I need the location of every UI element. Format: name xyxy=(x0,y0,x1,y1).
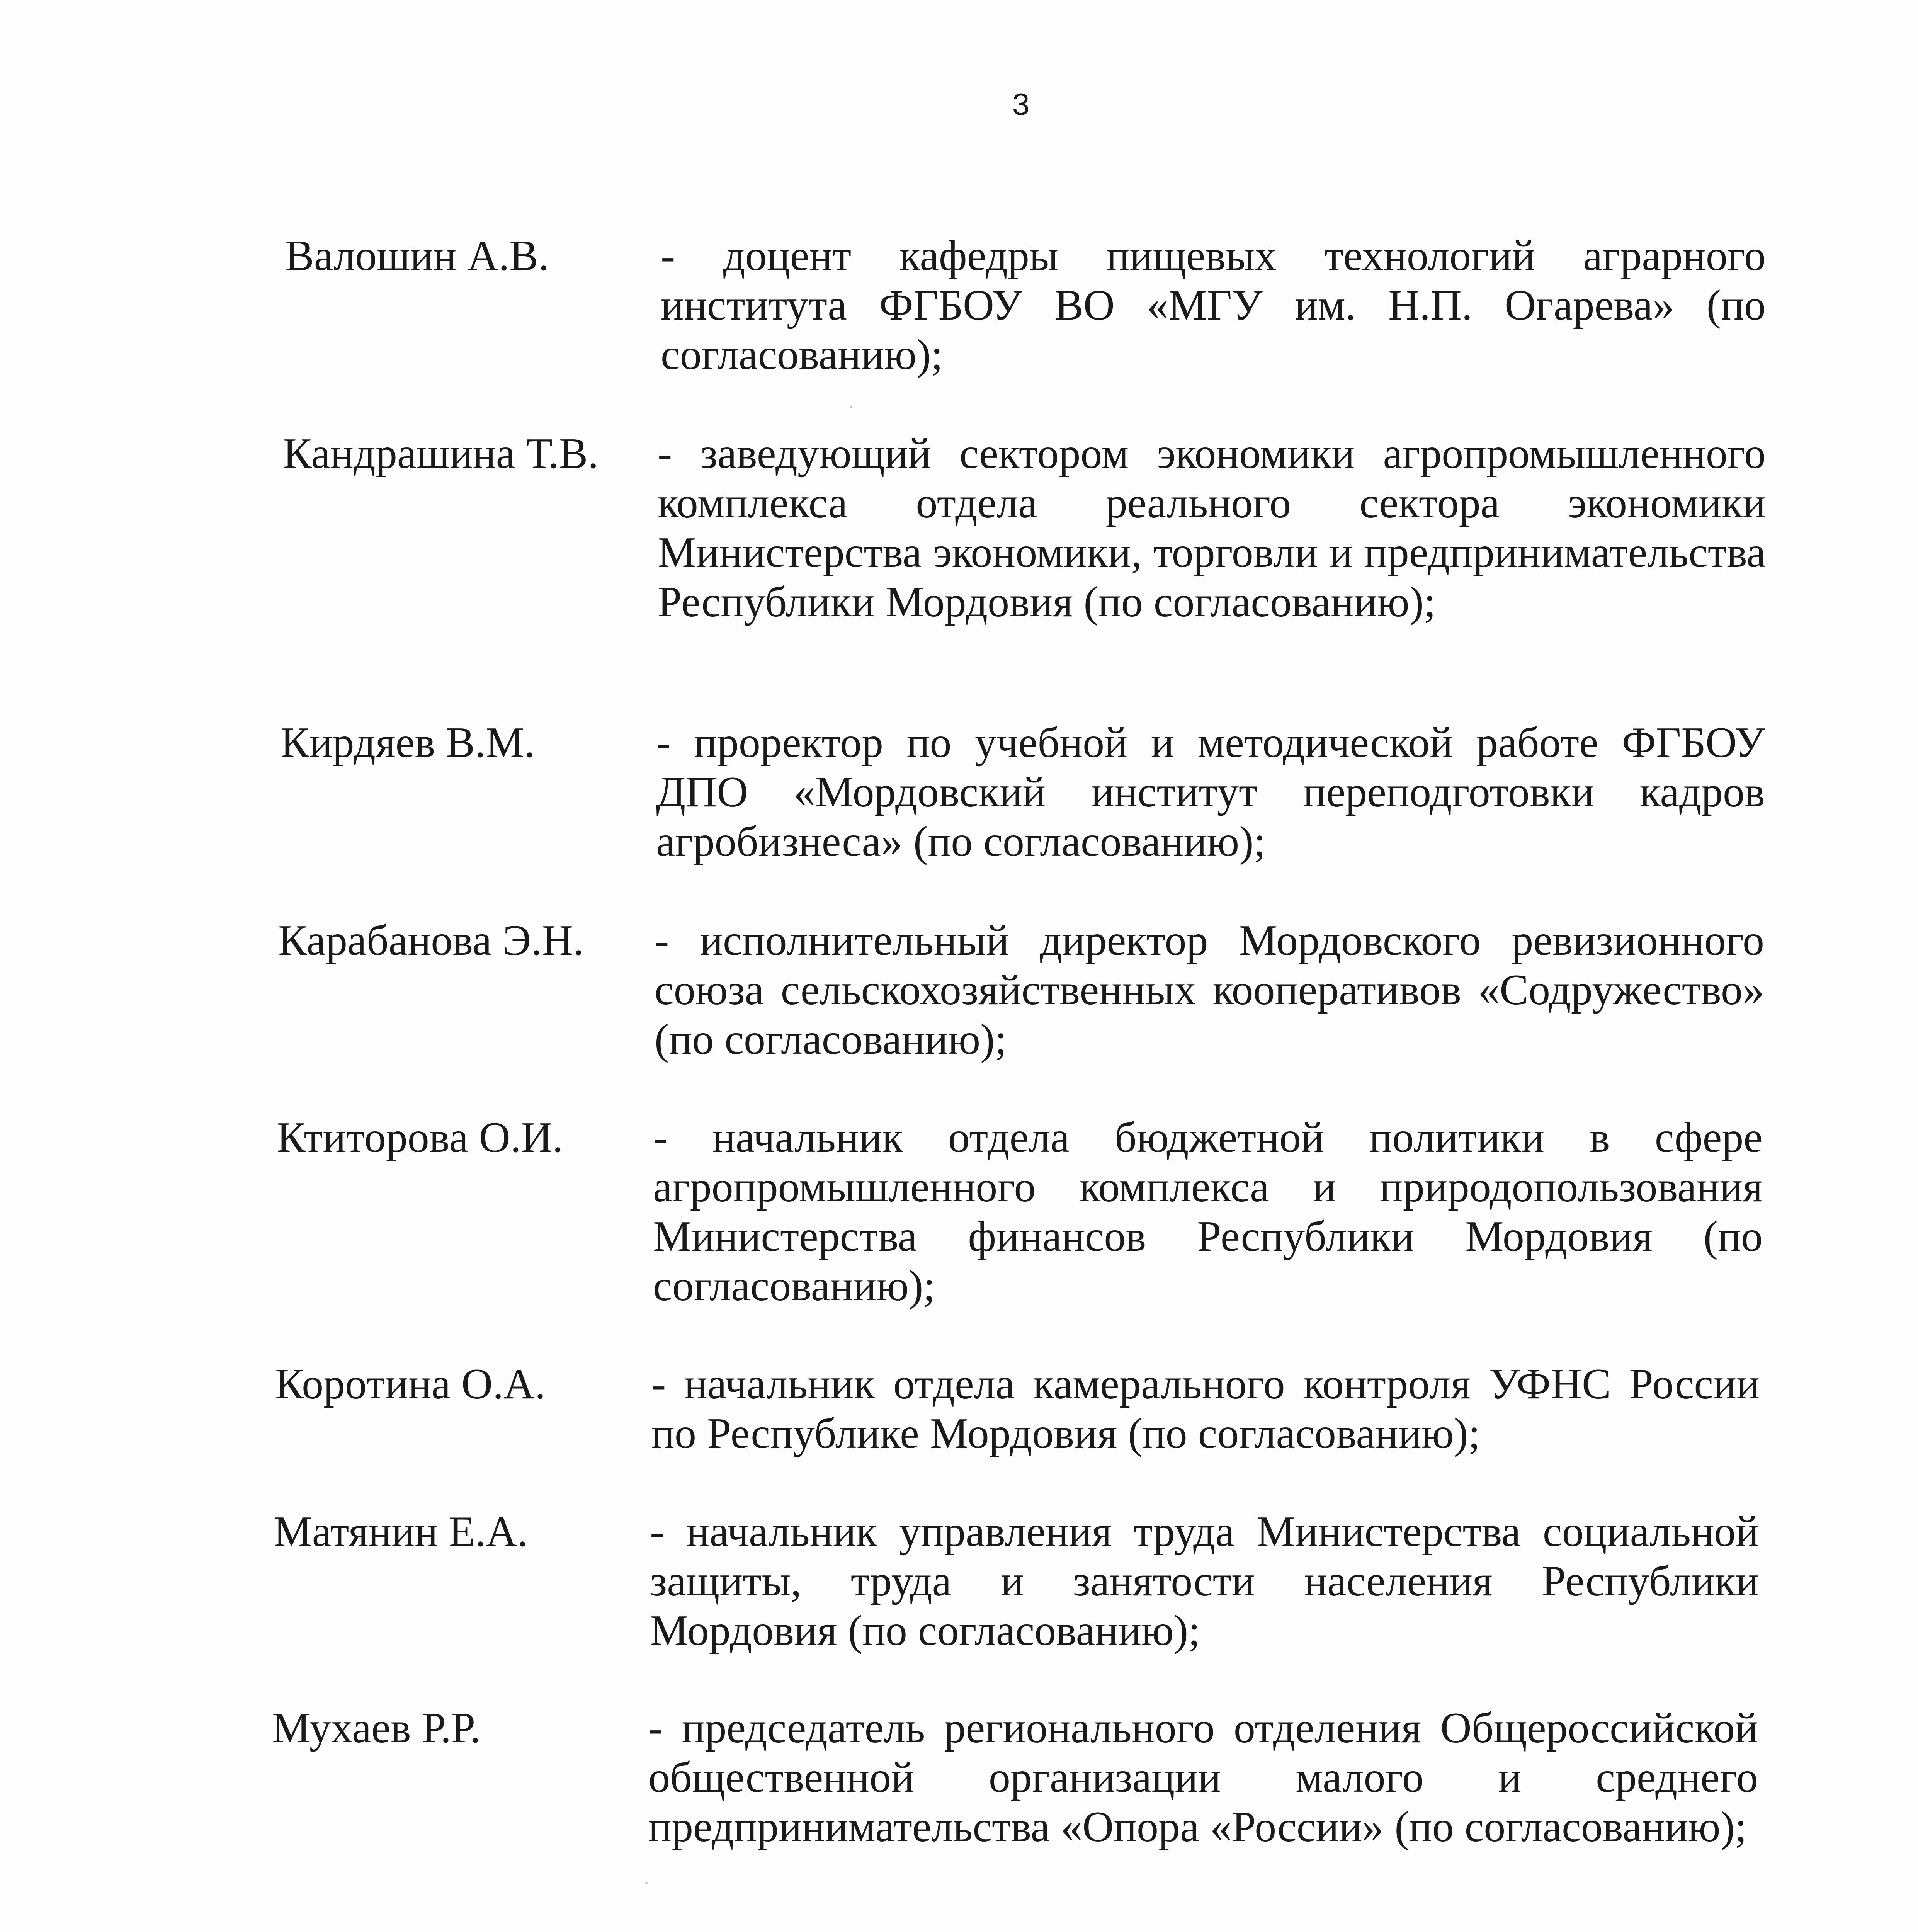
member-name: Мухаев Р.Р. xyxy=(272,1704,481,1752)
member-name: Коротина О.А. xyxy=(275,1360,546,1408)
scan-speck xyxy=(645,1882,648,1884)
member-description: - проректор по учебной и методической работе ФГБОУ ДПО «Мордовский институт переподготовки кадров агробизнеса» (по согласованию); xyxy=(656,719,1765,866)
member-description: - начальник отдела бюджетной политики в сфере агропромышленного комплекса и природопользования Министерства финансов Республики Мордовия (по согласованию); xyxy=(653,1114,1763,1310)
member-description: - заведующий сектором экономики агропромышленного комплекса отдела реального сектора экономики Министерства экономики, торговли и предпринимательства Республики Мордовия (по согласованию); xyxy=(658,430,1766,626)
member-name: Ктиторова О.И. xyxy=(277,1114,563,1162)
member-description: - доцент кафедры пищевых технологий аграрного института ФГБОУ ВО «МГУ им. Н.П. Огарева» (по согласованию); xyxy=(661,232,1766,379)
member-name: Кандрашина Т.В. xyxy=(283,430,599,478)
member-name: Кирдяев В.М. xyxy=(281,719,535,767)
page-number: 3 xyxy=(1012,87,1030,121)
member-description: - председатель регионального отделения Общероссийской общественной организации малого и среднего предпринимательства «Опора «России» (по согласованию); xyxy=(648,1704,1758,1851)
member-description: - начальник отдела камерального контроля УФНС России по Республике Мордовия (по согласованию); xyxy=(651,1360,1760,1458)
member-description: - исполнительный директор Мордовского ревизионного союза сельскохозяйственных кооперативов «Содружество» (по согласованию); xyxy=(655,917,1764,1063)
member-name: Валошин А.В. xyxy=(285,232,549,280)
member-name: Матянин Е.А. xyxy=(274,1508,528,1556)
scan-speck xyxy=(850,406,852,408)
member-name: Карабанова Э.Н. xyxy=(278,917,584,964)
member-description: - начальник управления труда Министерства социальной защиты, труда и занятости населения Республики Мордовия (по согласованию); xyxy=(650,1508,1759,1655)
